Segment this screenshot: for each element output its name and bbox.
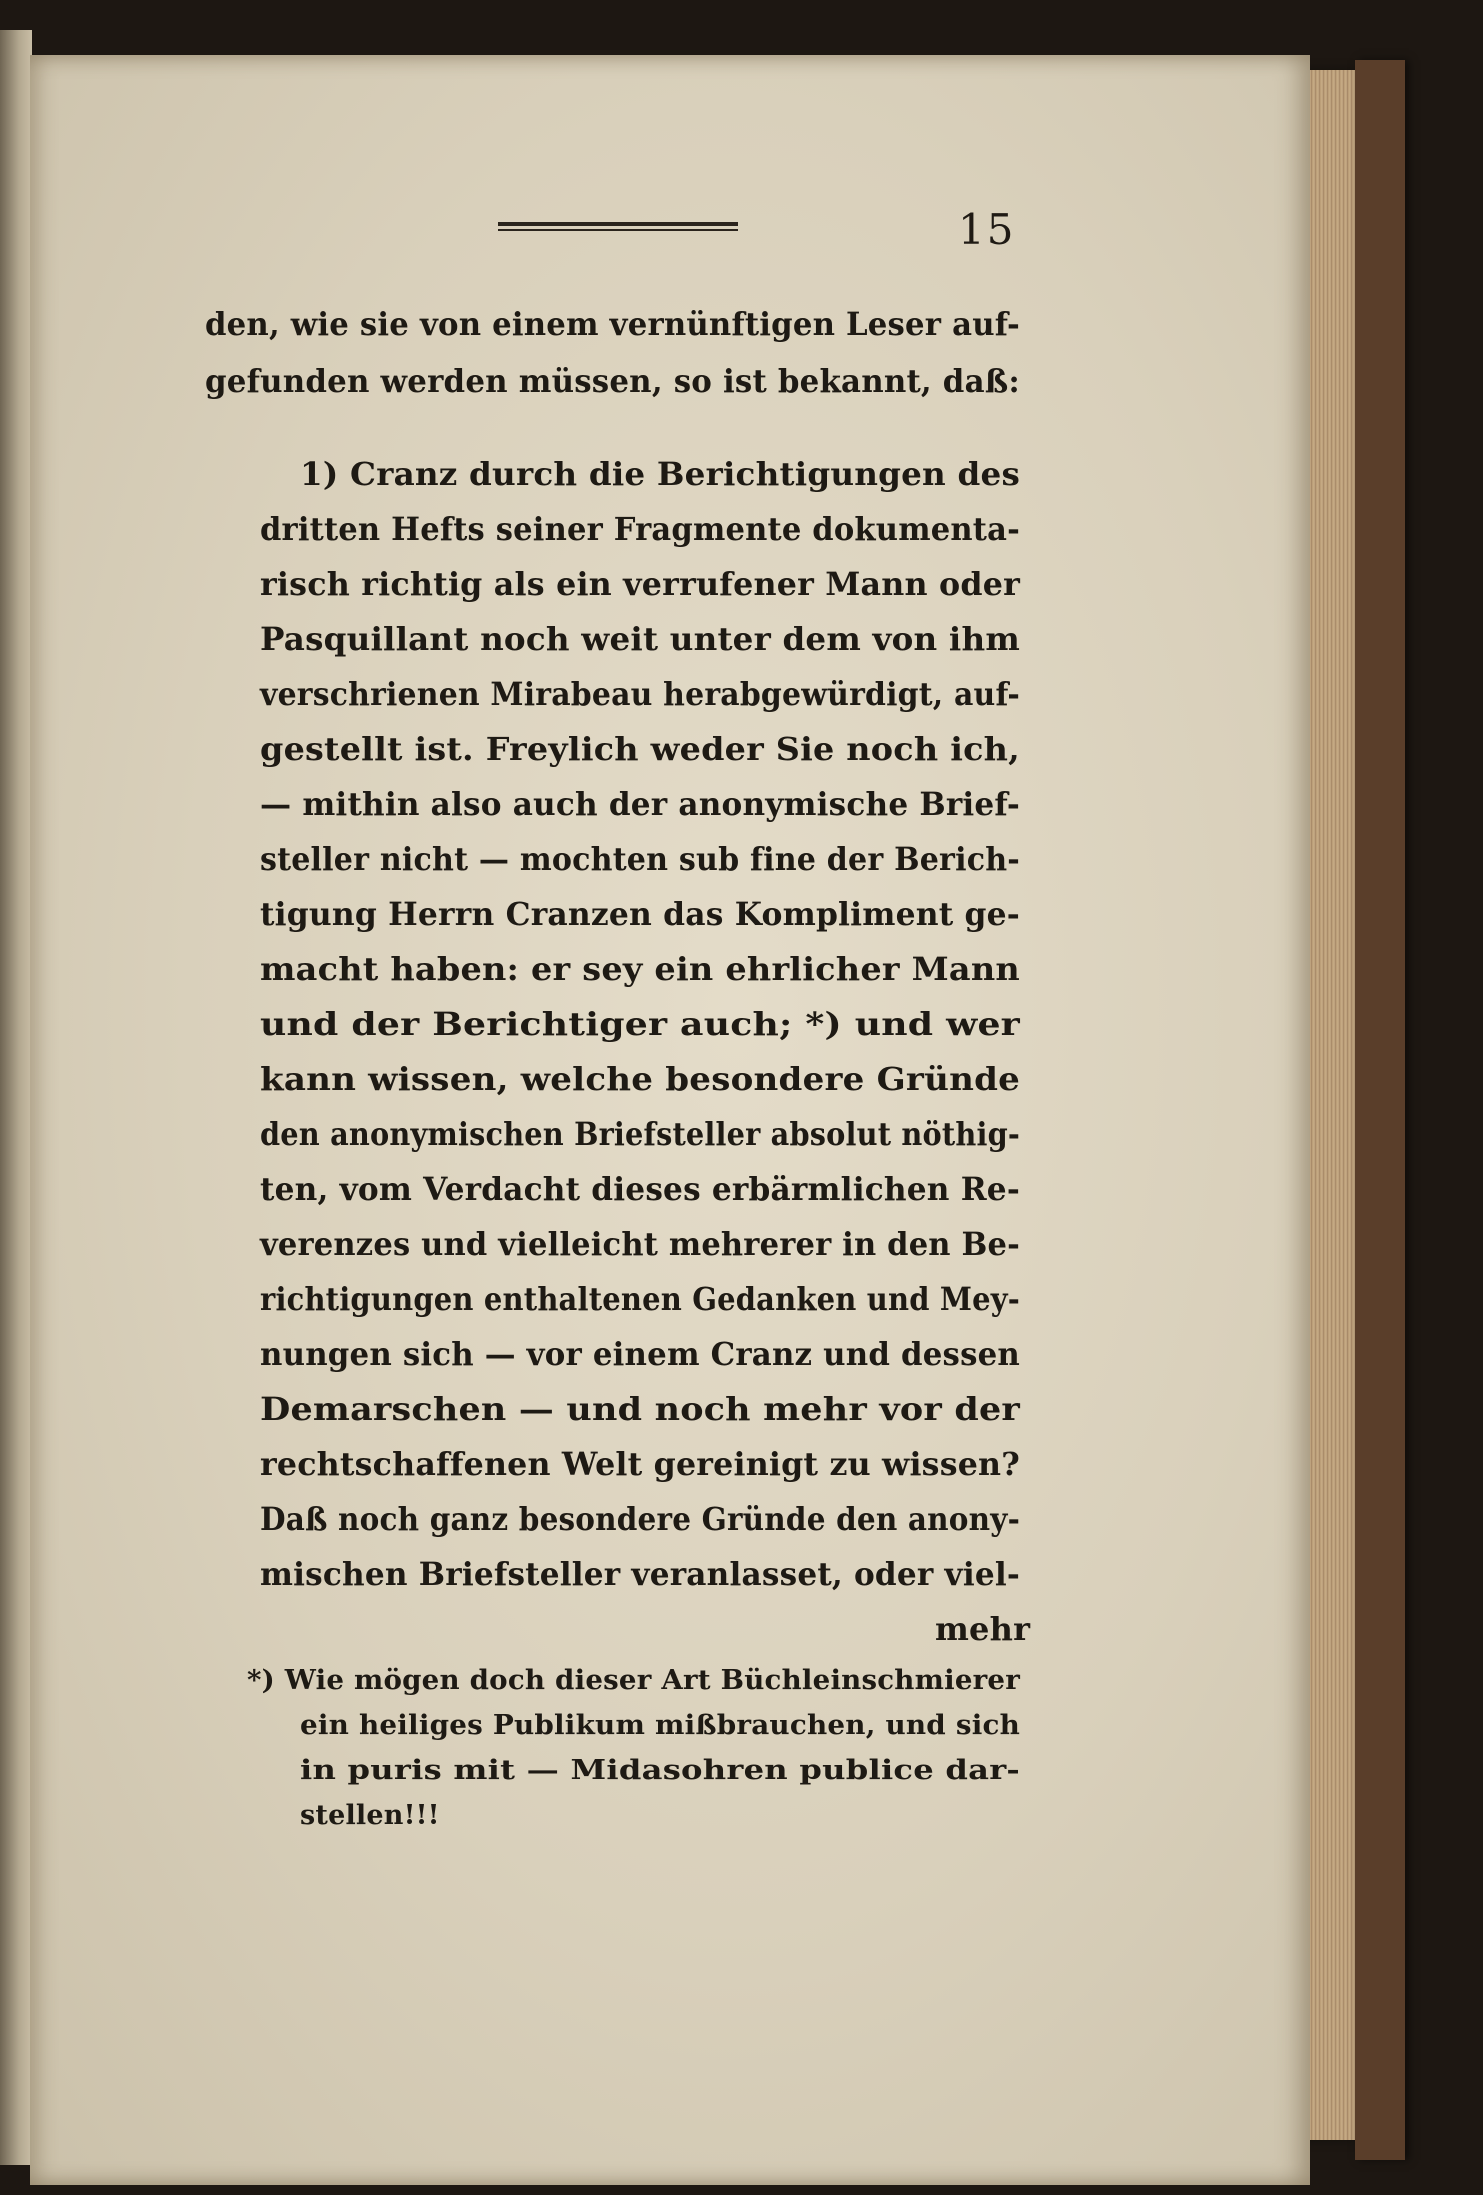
body-line: 1) Cranz durch die Berichtigungen des	[300, 455, 1020, 493]
body-line: risch richtig als ein verrufener Mann oder	[260, 565, 1020, 603]
header-rule	[498, 222, 738, 234]
body-line: kann wissen, welche besondere Gründe	[260, 1060, 1021, 1098]
body-line: gefunden werden müssen, so ist bekannt, daß:	[205, 362, 1021, 400]
body-line: — mithin also auch der anonymische Brief-	[260, 785, 1020, 823]
body-line: den anonymischen Briefsteller absolut nöthig-	[260, 1115, 1020, 1153]
body-line: tigung Herrn Cranzen das Kompliment ge-	[260, 895, 1021, 933]
body-line: verschrienen Mirabeau herabgewürdigt, auf-	[260, 675, 1021, 713]
body-line: Demarschen — und noch mehr vor der	[260, 1390, 1021, 1428]
body-line: und der Berichtiger auch; *) und wer	[260, 1005, 1020, 1043]
book-cover-edge	[1355, 60, 1405, 2160]
body-line: gestellt ist. Freylich weder Sie noch ich,	[260, 730, 1020, 768]
left-page-edge	[0, 30, 32, 2165]
body-line: rechtschaffenen Welt gereinigt zu wissen?	[260, 1445, 1020, 1483]
body-line: Pasquillant noch weit unter dem von ihm	[260, 620, 1021, 658]
footnote-line: in puris mit — Midasohren publice dar-	[300, 1755, 1021, 1786]
footnote-line: stellen!!!	[300, 1800, 440, 1831]
body-line: mehr	[935, 1610, 1031, 1648]
body-line: verenzes und vielleicht mehrerer in den Be-	[260, 1225, 1020, 1263]
body-line: macht haben: er sey ein ehrlicher Mann	[260, 950, 1020, 988]
body-line: steller nicht — mochten sub fine der Berich-	[260, 840, 1020, 878]
body-first-line: den, wie sie von einem vernünftigen Leser auf-	[205, 305, 1021, 343]
body-line: dritten Hefts seiner Fragmente dokumenta-	[260, 510, 1020, 548]
header-rule-thin	[498, 229, 738, 231]
body-line: richtigungen enthaltenen Gedanken und Mey-	[260, 1280, 1021, 1318]
body-line: nungen sich — vor einem Cranz und dessen	[260, 1335, 1021, 1373]
body-line: ten, vom Verdacht dieses erbärmlichen Re-	[260, 1170, 1020, 1208]
page-number: 15	[958, 205, 1016, 254]
footnote-line: *) Wie mögen doch dieser Art Büchleinschmierer	[247, 1665, 1021, 1696]
header-rule-thick	[498, 222, 738, 226]
body-line: mischen Briefsteller veranlasset, oder viel-	[260, 1555, 1020, 1593]
body-line: Daß noch ganz besondere Gründe den anony-	[260, 1500, 1020, 1538]
footnote-line: ein heiliges Publikum mißbrauchen, und sich	[300, 1710, 1021, 1741]
